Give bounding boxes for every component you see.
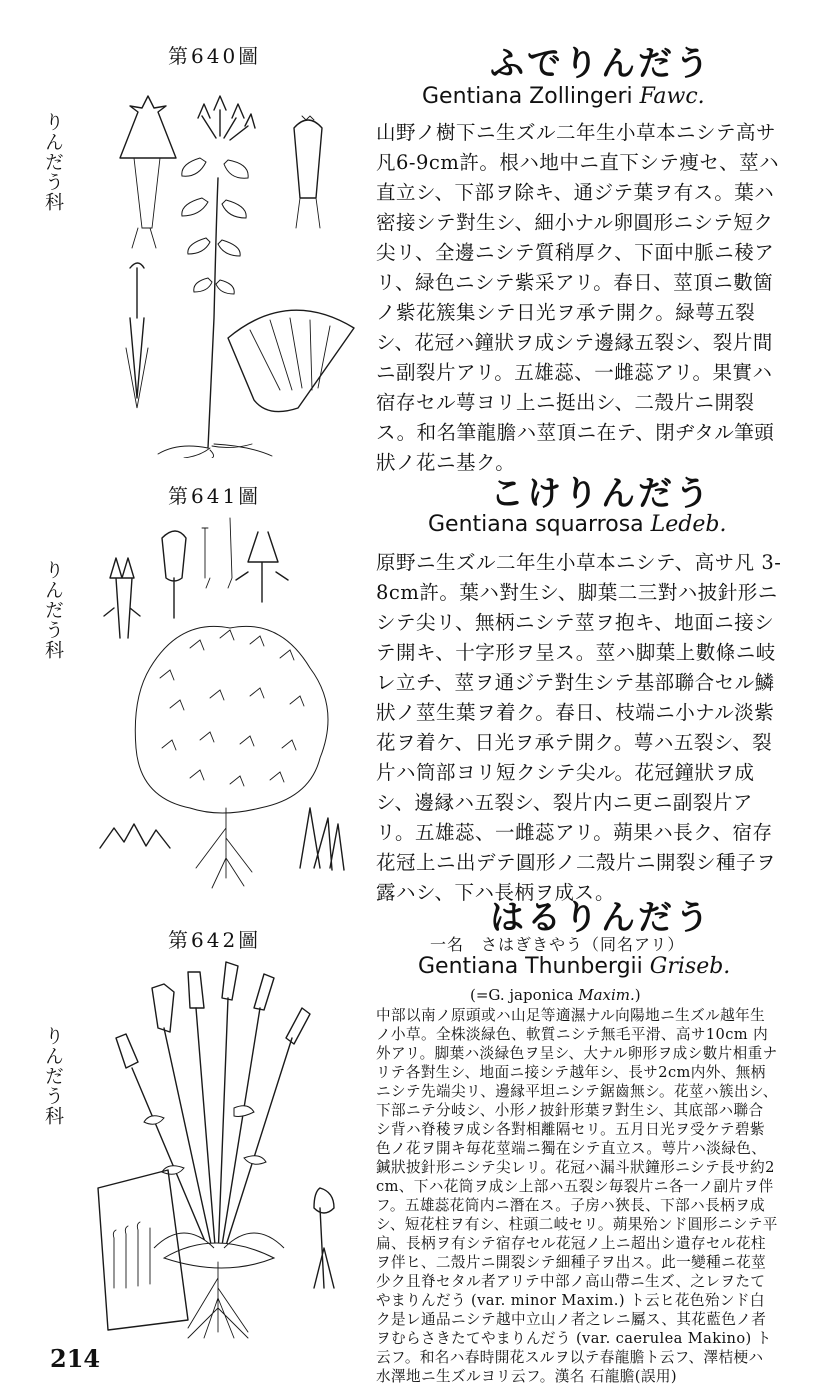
figure-label-641: 第641圖	[168, 484, 262, 508]
scientific-name-642	[418, 954, 730, 979]
scientific-name-text: Gentiana squarrosa	[428, 512, 644, 537]
author-text: Fawc.	[639, 84, 705, 109]
scientific-name-text: Gentiana Zollingeri	[422, 84, 633, 109]
page-number: 214	[50, 1344, 101, 1373]
family-label-641: りんだう科	[42, 560, 64, 660]
synonym-author: Maxim.	[578, 986, 635, 1004]
figure-label-642: 第642圖	[168, 928, 262, 952]
figure-label-640: 第640圖	[168, 44, 262, 68]
synonym-suffix: )	[634, 986, 641, 1004]
author-text: Griseb.	[649, 954, 731, 979]
description-642: 中部以南ノ原頭或ハ山足等適濕ナル向陽地ニ生ズル越年生ノ小草。全株淡緑色、軟質ニシテ無毛平滑、高サ10cm 内外アリ。脚葉ハ淡緑色ヲ呈シ、大ナル卵形ヲ成シ數片相重ナリテ各對生シ、地面ニ接シテ越年シ、長サ2cm内外、無柄ニシテ先端尖リ、邊縁平坦ニシテ鋸齒無シ。花莖ハ簇出シ、下部ニテ分岐シ、小形ノ披針形葉ヲ對生シ、其底部ハ聯合シ背ハ脊稜ヲ成シ各對相離隔セリ。五月日光ヲ受ケテ碧紫色ノ花ヲ開キ毎花莖端ニ獨在シテ直立ス。萼片ハ淡緑色、鍼狀披針形ニシテ尖レリ。花冠ハ漏斗狀鐘形ニシテ長サ約2cm、下ハ花筒ヲ成シ上部ハ五裂シ毎裂片ニ各一ノ副片ヲ伴フ。五雄蕊花筒内ニ潛在ス。子房ハ狹長、下部ハ長柄ヲ成シ、短花柱ヲ有シ、柱頭二岐セリ。蒴果殆ンド圓形ニシテ平扁、長柄ヲ有シテ宿存セル花冠ノ上ニ超出シ遺存セル花柱ヲ伴ヒ、二殼片ニ開裂シテ細種子ヲ出ス。此一變種ニ花莖少ク且脊セタル者アリテ中部ノ高山帶ニ生ズ、之レヲたてやまりんだう (var. minor Maxim.) ト云ヒ花色殆ンド白ク是レ通品ニシテ越中立山ノ者之レニ屬ス、其花藍色ノ者ヲむらさきたてやまりんだう (var. caerulea Makino) ト云フ。和名ハ春時開花スルヲ以テ春龍膽ト云フ、澤桔梗ハ水澤地ニ生ズルヨリ云フ。漢名 石龍膽(誤用)	[376, 1007, 778, 1385]
gentiana-squarrosa-illustration	[90, 508, 360, 898]
description-640: 山野ノ樹下ニ生ズル二年生小草本ニシテ高サ凡6-9cm許。根ハ地中ニ直下シテ痩セ、莖ハ直立シ、下部ヲ除キ、通ジテ葉ヲ有ス。葉ハ密接シテ對生シ、細小ナル卵圓形ニシテ短ク尖リ、全邊ニシテ質稍厚ク、下面中脈ニ稜アリ、緑色ニシテ紫采アリ。春日、莖頂ニ數箇ノ紫花簇集シテ日光ヲ承テ開ク。緑萼五裂シ、花冠ハ鐘狀ヲ成シテ邊縁五裂シ、裂片間ニ副裂片アリ。五雄蕊、一雌蕊アリ。果實ハ宿存セル萼ヨリ上ニ挺出シ、二殼片ニ開裂ス。和名筆龍膽ハ莖頂ニ在テ、閉ヂタル筆頭狀ノ花ニ基ク。	[376, 121, 780, 474]
alias-642: 一名 さはぎきやう（同名アリ）	[430, 935, 685, 954]
family-label-642: りんだう科	[42, 1026, 64, 1126]
scientific-name-text: Gentiana Thunbergii	[418, 954, 643, 979]
author-text: Ledeb.	[650, 512, 727, 537]
gentiana-thunbergii-illustration	[94, 958, 344, 1348]
gentiana-zollingeri-illustration	[90, 68, 360, 458]
synonym-prefix: (=G. japonica	[470, 986, 574, 1004]
synonym-642	[470, 986, 641, 1004]
japanese-name-642: はるりんだう	[490, 898, 712, 938]
description-641: 原野ニ生ズル二年生小草本ニシテ、高サ凡 3-8cm許。葉ハ對生シ、脚葉二三對ハ披針形ニシテ尖リ、無柄ニシテ莖ヲ抱キ、地面ニ接シテ開キ、十字形ヲ呈ス。莖ハ脚葉上數條ニ岐レ立チ、莖ヲ通ジテ對生シテ基部聯合セル鱗狀ノ莖生葉ヲ着ク。春日、枝端ニ小ナル淡紫花ヲ着ケ、日光ヲ承テ開ク。萼ハ五裂シ、裂片ハ筒部ヨリ短クシテ尖ル。花冠鐘狀ヲ成シ、邊縁ハ五裂シ、裂片内ニ更ニ副裂片アリ。五雄蕊、一雌蕊アリ。蒴果ハ長ク、宿存花冠上ニ出デテ圓形ノ二殼片ニ開裂シ種子ヲ露ハシ、下ハ長柄ヲ成ス。	[376, 551, 782, 904]
scientific-name-641	[428, 512, 726, 537]
scientific-name-640	[422, 84, 705, 109]
japanese-name-640: ふでりんだう	[490, 44, 712, 84]
japanese-name-641: こけりんだう	[490, 474, 712, 514]
family-label-640: りんだう科	[42, 112, 64, 212]
